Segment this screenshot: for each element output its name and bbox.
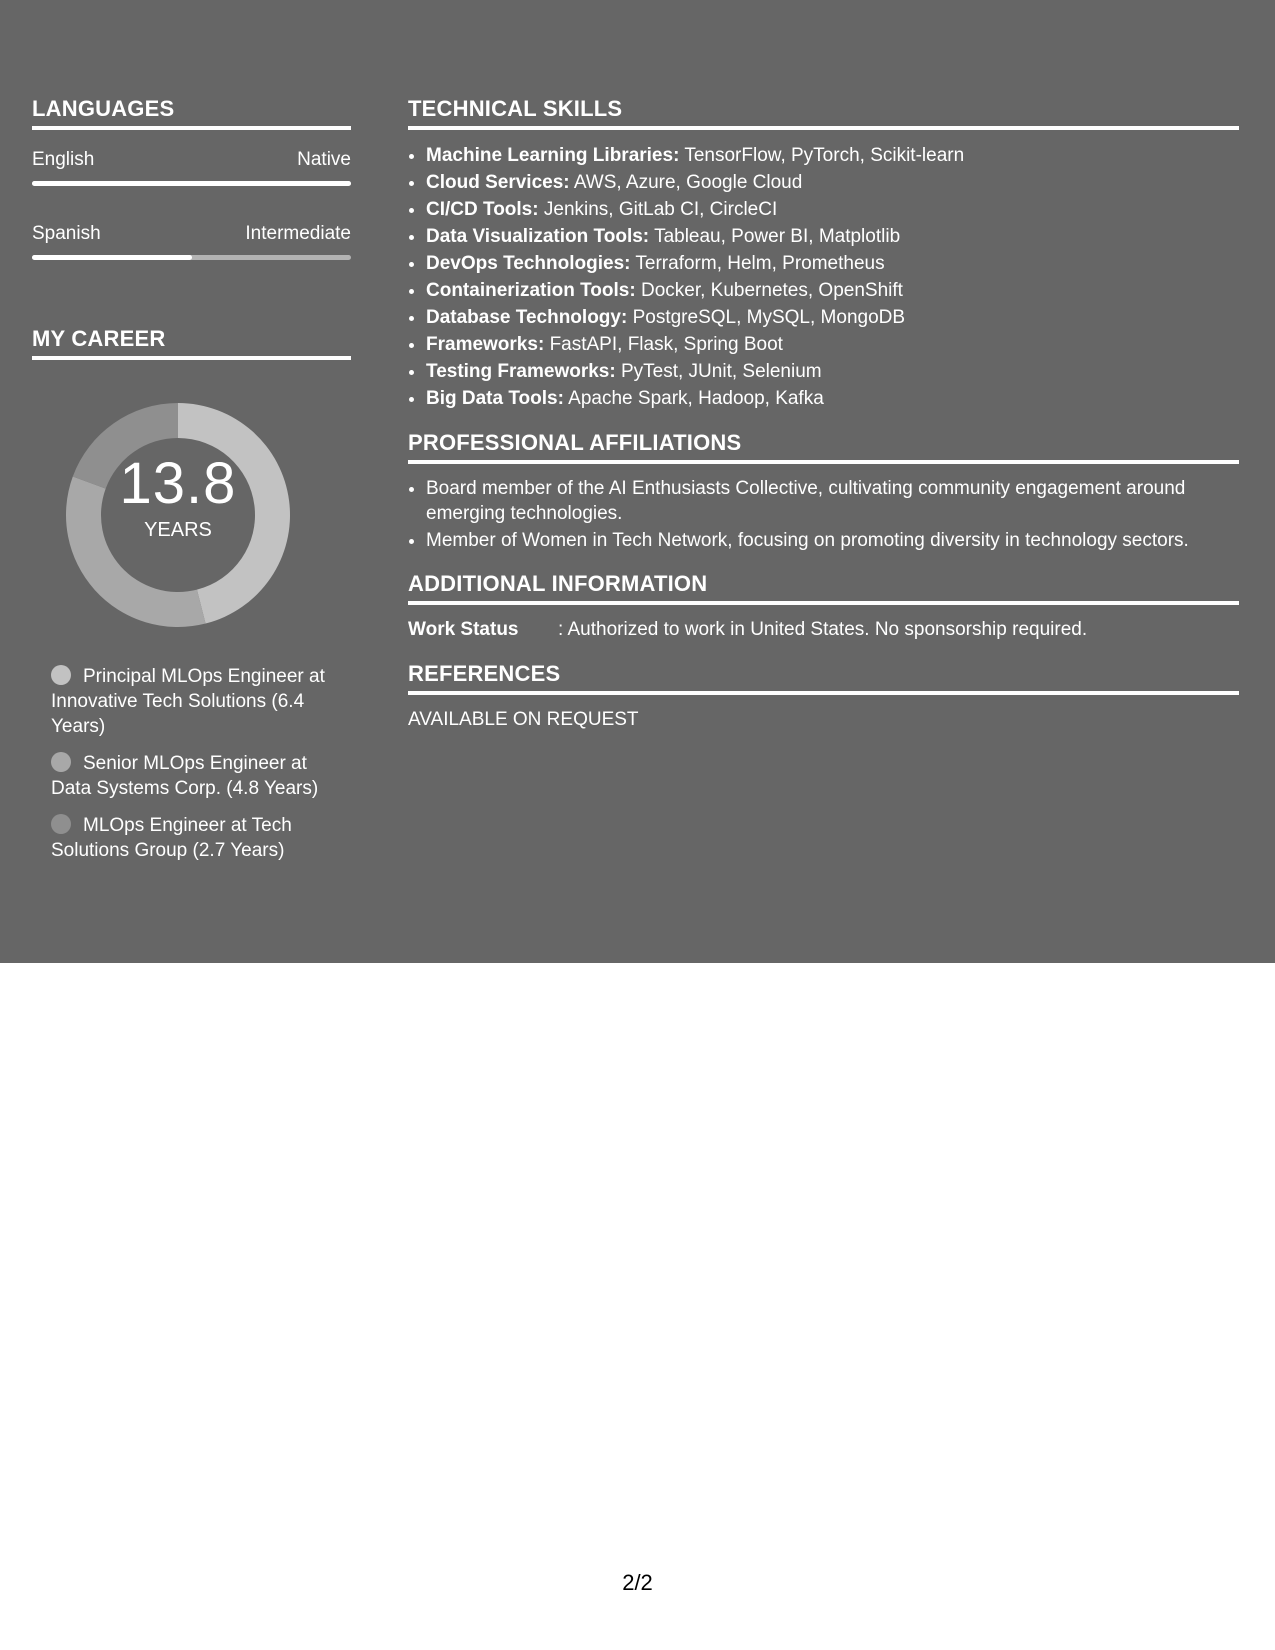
page-number: 2/2: [622, 1570, 653, 1595]
skill-values: TensorFlow, PyTorch, Scikit-learn: [684, 145, 965, 166]
skill-item: [426, 142, 1239, 169]
legend-dot-icon: [51, 665, 71, 685]
work-status-label: Work Status: [408, 619, 519, 640]
skill-item: [426, 277, 1239, 304]
skill-item: [426, 358, 1239, 385]
skill-values: Jenkins, GitLab CI, CircleCI: [543, 199, 778, 220]
language-name: Spanish: [32, 223, 101, 244]
skill-values: PyTest, JUnit, Selenium: [620, 361, 822, 382]
skill-values: Tableau, Power BI, Matplotlib: [654, 226, 901, 247]
skill-category: Frameworks:: [426, 334, 545, 355]
legend-dot-icon: [51, 814, 71, 834]
skill-item: [426, 304, 1239, 331]
skill-category: Big Data Tools:: [426, 388, 564, 409]
skill-values: PostgreSQL, MySQL, MongoDB: [632, 307, 906, 328]
references-heading: REFERENCES: [408, 657, 1239, 695]
left-column: [32, 92, 351, 875]
career-donut-chart: [32, 390, 351, 640]
skill-category: CI/CD Tools:: [426, 199, 539, 220]
skill-item: [426, 331, 1239, 358]
career-role-label: Senior MLOps Engineer at Data Systems Corp. (4.8 Years): [51, 753, 319, 799]
skill-item: [426, 250, 1239, 277]
skill-values: AWS, Azure, Google Cloud: [573, 172, 803, 193]
language-proficiency-fill: [32, 255, 192, 260]
skill-category: Containerization Tools:: [426, 280, 636, 301]
skill-item: [426, 223, 1239, 250]
career-heading: MY CAREER: [32, 322, 351, 360]
language-level: Native: [297, 149, 351, 170]
skill-category: Testing Frameworks:: [426, 361, 616, 382]
additional-info-heading: ADDITIONAL INFORMATION: [408, 567, 1239, 605]
career-role-label: MLOps Engineer at Tech Solutions Group (2.7 Years): [51, 815, 292, 861]
career-total-unit: YEARS: [144, 519, 212, 541]
skill-item: [426, 169, 1239, 196]
skill-values: Terraform, Helm, Prometheus: [635, 253, 885, 274]
languages-heading: LANGUAGES: [32, 92, 351, 130]
skill-category: DevOps Technologies:: [426, 253, 631, 274]
right-column: [408, 92, 1239, 733]
affiliations-list: [408, 476, 1239, 553]
work-status-row: [408, 617, 1239, 643]
career-total-years: 13.8: [119, 451, 237, 516]
language-level: Intermediate: [245, 223, 351, 244]
work-status-value: : Authorized to work in United States. No sponsorship required.: [558, 619, 1088, 640]
language-proficiency-fill: [32, 181, 351, 186]
language-proficiency-bar: [32, 181, 351, 186]
language-proficiency-bar: [32, 255, 351, 260]
language-item-spanish: [32, 222, 351, 260]
affiliation-item: • Member of Women in Tech Network, focusing on promoting diversity in technology sectors.: [426, 528, 1239, 553]
language-name: English: [32, 149, 95, 170]
legend-dot-icon: [51, 752, 71, 772]
skill-values: Apache Spark, Hadoop, Kafka: [568, 388, 824, 409]
career-legend-item: [51, 751, 351, 801]
career-legend-item: [51, 813, 351, 863]
skill-category: Cloud Services:: [426, 172, 570, 193]
career-legend: [51, 664, 351, 863]
career-role-label: Principal MLOps Engineer at Innovative Tech Solutions (6.4 Years): [51, 666, 325, 737]
skill-category: Database Technology:: [426, 307, 628, 328]
references-text: AVAILABLE ON REQUEST: [408, 709, 639, 730]
skill-values: Docker, Kubernetes, OpenShift: [640, 280, 903, 301]
skill-category: Machine Learning Libraries:: [426, 145, 680, 166]
skill-item: [426, 385, 1239, 412]
technical-skills-heading: TECHNICAL SKILLS: [408, 92, 1239, 130]
technical-skills-list: [408, 142, 1239, 412]
language-item-english: [32, 148, 351, 186]
affiliations-heading: PROFESSIONAL AFFILIATIONS: [408, 426, 1239, 464]
skill-item: [426, 196, 1239, 223]
skill-values: FastAPI, Flask, Spring Boot: [549, 334, 783, 355]
affiliation-item: • Board member of the AI Enthusiasts Collective, cultivating community engagement around emerging technologies.: [426, 476, 1239, 526]
career-legend-item: [51, 664, 351, 739]
skill-category: Data Visualization Tools:: [426, 226, 650, 247]
